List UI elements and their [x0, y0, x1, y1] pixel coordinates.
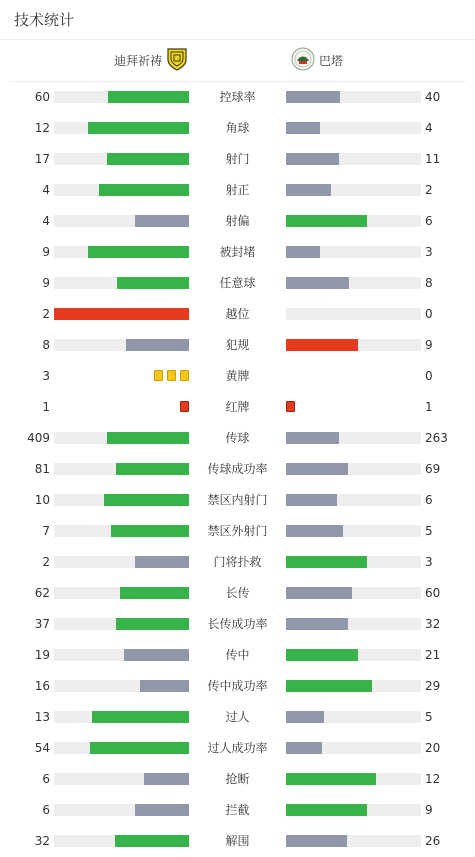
away-stat-bar — [286, 246, 421, 258]
home-stat-value: 81 — [34, 462, 50, 476]
away-stat-value: 3 — [425, 245, 433, 259]
home-stat-value: 9 — [42, 276, 50, 290]
away-stat-bar — [286, 835, 421, 847]
stat-label: 过人成功率 — [207, 741, 268, 755]
home-stat-bar-fill — [126, 339, 189, 351]
away-stat-value: 2 — [425, 183, 433, 197]
away-stat-value: 0 — [425, 307, 433, 321]
away-stat-bar — [286, 184, 421, 196]
away-stat-bar — [286, 122, 421, 134]
stat-label: 控球率 — [219, 90, 256, 104]
away-stat-bar — [286, 680, 421, 692]
away-stat-bar-fill — [286, 525, 343, 537]
home-stat-value: 32 — [34, 834, 50, 848]
home-stat-bar — [54, 432, 189, 444]
stat-label: 越位 — [225, 307, 250, 321]
home-stat-bar-fill — [104, 494, 189, 506]
away-stat-bar — [286, 153, 421, 165]
away-stat-bar — [286, 308, 421, 320]
home-stat-bar — [54, 587, 189, 599]
away-stat-value: 263 — [425, 431, 448, 445]
stats-list — [0, 82, 475, 857]
away-stat-value: 0 — [425, 369, 433, 383]
away-stat-bar — [286, 525, 421, 537]
page-title: 技术统计 — [14, 11, 75, 29]
home-stat-bar-fill — [120, 587, 189, 599]
home-stat-bar — [54, 277, 189, 289]
away-red-cards — [286, 401, 295, 414]
away-stat-value: 69 — [425, 462, 441, 476]
away-stat-value: 5 — [425, 524, 433, 538]
home-team[interactable] — [114, 47, 188, 74]
away-stat-bar — [286, 587, 421, 599]
home-team-name: 迪拜祈祷 — [113, 54, 162, 68]
stat-label: 黄牌 — [225, 369, 250, 383]
home-stat-bar — [54, 618, 189, 630]
home-stat-bar-fill — [135, 804, 189, 816]
stat-label: 射门 — [225, 152, 250, 166]
stat-label: 犯规 — [225, 338, 250, 352]
home-stat-value: 16 — [34, 679, 50, 693]
stat-row — [0, 485, 475, 516]
home-stat-bar — [54, 525, 189, 537]
away-stat-value: 5 — [425, 710, 433, 724]
away-stat-bar-fill — [286, 587, 352, 599]
home-stat-value: 3 — [42, 369, 50, 383]
home-stat-bar — [54, 773, 189, 785]
away-stat-bar — [286, 339, 421, 351]
home-stat-value: 9 — [42, 245, 50, 259]
stat-row — [0, 640, 475, 671]
home-stat-value: 2 — [42, 307, 50, 321]
stat-label: 禁区内射门 — [207, 493, 268, 507]
home-stat-bar-fill — [107, 432, 189, 444]
away-stat-value: 9 — [425, 338, 433, 352]
away-stat-bar — [286, 556, 421, 568]
away-stat-value: 20 — [425, 741, 441, 755]
away-stat-bar-fill — [286, 649, 358, 661]
stat-label: 传中成功率 — [207, 679, 268, 693]
stat-row — [0, 454, 475, 485]
away-stat-bar-fill — [286, 246, 320, 258]
yellow-card-icon — [180, 370, 189, 381]
home-stat-bar — [54, 556, 189, 568]
away-stat-bar-fill — [286, 463, 348, 475]
home-stat-bar-fill — [107, 153, 189, 165]
stat-row — [0, 237, 475, 268]
home-red-cards — [180, 401, 189, 414]
stat-row — [0, 795, 475, 826]
home-stat-value: 13 — [34, 710, 50, 724]
away-stat-bar-fill — [286, 742, 322, 754]
red-card-icon — [180, 401, 189, 412]
home-yellow-cards — [154, 370, 189, 383]
away-stat-value: 12 — [425, 772, 441, 786]
stat-label: 角球 — [225, 121, 250, 135]
home-stat-bar-fill — [140, 680, 189, 692]
stat-label: 长传 — [225, 586, 250, 600]
away-stat-value: 29 — [425, 679, 441, 693]
away-team[interactable] — [291, 47, 343, 74]
home-stat-bar-fill — [108, 91, 189, 103]
red-card-icon — [286, 401, 295, 412]
stat-label: 传球成功率 — [207, 462, 268, 476]
away-stat-bar — [286, 742, 421, 754]
away-stat-bar — [286, 494, 421, 506]
stat-row — [0, 113, 475, 144]
stat-row — [0, 764, 475, 795]
home-stat-bar-fill — [124, 649, 189, 661]
home-stat-value: 62 — [34, 586, 50, 600]
stat-row — [0, 578, 475, 609]
away-stat-value: 6 — [425, 214, 433, 228]
stat-label: 传球 — [225, 431, 250, 445]
stat-row — [0, 702, 475, 733]
stat-label: 射正 — [225, 183, 250, 197]
away-stat-bar-fill — [286, 680, 372, 692]
stat-row — [0, 82, 475, 113]
home-stat-bar — [54, 184, 189, 196]
home-stat-value: 4 — [42, 183, 50, 197]
stat-row — [0, 175, 475, 206]
home-stat-bar-fill — [90, 742, 189, 754]
away-stat-bar — [286, 773, 421, 785]
away-stat-value: 21 — [425, 648, 441, 662]
home-stat-bar-fill — [88, 246, 189, 258]
away-stat-bar — [286, 618, 421, 630]
away-stat-bar-fill — [286, 773, 376, 785]
stat-label: 过人 — [225, 710, 250, 724]
away-stat-bar-fill — [286, 432, 339, 444]
stat-label: 射偏 — [225, 214, 250, 228]
home-stat-bar — [54, 153, 189, 165]
away-stat-bar-fill — [286, 494, 337, 506]
home-stat-bar — [54, 308, 189, 320]
home-stat-bar — [54, 246, 189, 258]
yellow-card-icon — [167, 370, 176, 381]
away-stat-bar — [286, 711, 421, 723]
home-stat-bar-fill — [144, 773, 189, 785]
stat-label: 红牌 — [225, 400, 250, 414]
home-stat-bar — [54, 122, 189, 134]
home-stat-value: 37 — [34, 617, 50, 631]
home-stat-value: 4 — [42, 214, 50, 228]
stat-row — [0, 144, 475, 175]
home-stat-value: 8 — [42, 338, 50, 352]
away-stat-bar-fill — [286, 556, 367, 568]
stat-row — [0, 299, 475, 330]
home-stat-value: 2 — [42, 555, 50, 569]
home-stat-bar-fill — [135, 215, 189, 227]
away-stat-bar — [286, 649, 421, 661]
away-stat-bar-fill — [286, 804, 367, 816]
away-stat-bar-fill — [286, 277, 349, 289]
away-stat-bar-fill — [286, 339, 358, 351]
home-stat-bar — [54, 494, 189, 506]
home-stat-bar-fill — [116, 618, 189, 630]
away-stat-bar-fill — [286, 91, 340, 103]
home-stat-value: 409 — [27, 431, 50, 445]
home-stat-value: 19 — [34, 648, 50, 662]
stat-label: 任意球 — [219, 276, 256, 290]
away-stat-value: 11 — [425, 152, 441, 166]
home-stat-bar — [54, 91, 189, 103]
away-stat-bar — [286, 804, 421, 816]
away-stat-value: 4 — [425, 121, 433, 135]
away-stat-value: 60 — [425, 586, 441, 600]
home-stat-bar — [54, 742, 189, 754]
home-stat-bar-fill — [116, 463, 189, 475]
stat-row — [0, 516, 475, 547]
home-stat-bar-fill — [115, 835, 189, 847]
home-stat-bar-fill — [117, 277, 189, 289]
stat-row — [0, 423, 475, 454]
away-stat-bar-fill — [286, 711, 324, 723]
stat-row — [0, 361, 475, 392]
home-stat-bar — [54, 804, 189, 816]
away-stat-bar-fill — [286, 122, 320, 134]
stat-label: 抢断 — [225, 772, 250, 786]
home-stat-bar-fill — [54, 308, 189, 320]
away-stat-bar — [286, 215, 421, 227]
home-stat-bar-fill — [111, 525, 189, 537]
home-team-crest-icon — [166, 47, 188, 74]
away-stat-value: 40 — [425, 90, 441, 104]
home-stat-bar — [54, 680, 189, 692]
home-stat-bar — [54, 339, 189, 351]
home-stat-value: 6 — [42, 803, 50, 817]
away-team-crest-icon — [291, 47, 315, 74]
stat-row — [0, 268, 475, 299]
away-stat-value: 9 — [425, 803, 433, 817]
stat-row — [0, 733, 475, 764]
home-stat-value: 54 — [34, 741, 50, 755]
away-stat-bar-fill — [286, 835, 347, 847]
home-stat-value: 12 — [34, 121, 50, 135]
away-stat-bar — [286, 432, 421, 444]
away-stat-value: 6 — [425, 493, 433, 507]
stat-label: 传中 — [225, 648, 250, 662]
home-stat-bar — [54, 463, 189, 475]
home-stat-value: 1 — [42, 400, 50, 414]
stat-row — [0, 392, 475, 423]
home-stat-bar — [54, 215, 189, 227]
home-stat-bar — [54, 649, 189, 661]
stat-label: 禁区外射门 — [207, 524, 268, 538]
away-stat-value: 1 — [425, 400, 433, 414]
stat-label: 解围 — [225, 834, 250, 848]
home-stat-bar-fill — [99, 184, 189, 196]
home-stat-value: 60 — [34, 90, 50, 104]
away-stat-bar-fill — [286, 215, 367, 227]
away-stat-value: 26 — [425, 834, 441, 848]
stat-label: 门将扑救 — [213, 555, 262, 569]
home-stat-bar — [54, 835, 189, 847]
away-stat-bar — [286, 91, 421, 103]
stat-label: 拦截 — [225, 803, 250, 817]
stat-row — [0, 671, 475, 702]
away-stat-value: 8 — [425, 276, 433, 290]
home-stat-bar — [54, 711, 189, 723]
home-stat-value: 17 — [34, 152, 50, 166]
home-stat-value: 10 — [34, 493, 50, 507]
stat-row — [0, 330, 475, 361]
away-stat-bar — [286, 463, 421, 475]
home-stat-bar-fill — [92, 711, 189, 723]
away-stat-bar-fill — [286, 184, 331, 196]
stat-label: 被封堵 — [219, 245, 256, 259]
away-stat-bar-fill — [286, 618, 348, 630]
away-stat-value: 32 — [425, 617, 441, 631]
yellow-card-icon — [154, 370, 163, 381]
teams-row — [9, 40, 466, 82]
stats-header — [0, 0, 475, 40]
home-stat-value: 6 — [42, 772, 50, 786]
home-stat-bar-fill — [88, 122, 189, 134]
stat-row — [0, 206, 475, 237]
home-stat-value: 7 — [42, 524, 50, 538]
stat-label: 长传成功率 — [207, 617, 268, 631]
stat-row — [0, 826, 475, 857]
away-stat-bar-fill — [286, 153, 339, 165]
stat-row — [0, 609, 475, 640]
away-stat-bar — [286, 277, 421, 289]
home-stat-bar-fill — [135, 556, 189, 568]
stat-row — [0, 547, 475, 578]
away-stat-value: 3 — [425, 555, 433, 569]
away-team-name: 巴塔 — [319, 54, 344, 68]
